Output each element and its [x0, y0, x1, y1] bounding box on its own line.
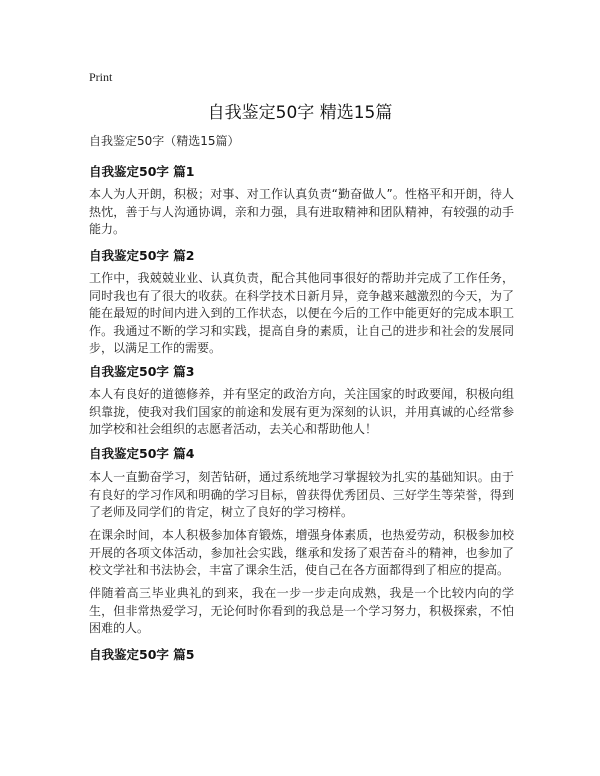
document-subtitle: 自我鉴定50字（精选15篇）: [89, 134, 240, 148]
page-title: 自我鉴定50字 精选15篇: [207, 103, 393, 123]
section-heading-2: 自我鉴定50字 篇2: [89, 248, 195, 263]
section-heading-1: 自我鉴定50字 篇1: [89, 164, 195, 179]
section-4-paragraph-1: 本人一直勤奋学习，刻苦钻研，通过系统地学习掌握较为扎实的基础知识。由于有良好的学习作风和明确的学习目标，曾获得优秀团员、三好学生等荣誉，得到了老师及同学们的肯定，树立了良好的学习榜样。: [89, 470, 514, 519]
section-heading-3: 自我鉴定50字 篇3: [89, 364, 195, 379]
section-heading-4: 自我鉴定50字 篇4: [89, 446, 195, 461]
print-label: Print: [89, 70, 113, 84]
section-4-paragraph-3: 伴随着高三毕业典礼的到来，我在一步一步走向成熟，我是一个比较内向的学生，但非常热爱学习，无论何时你看到的我总是一个学习努力，积极探索，不怕困难的人。: [89, 586, 514, 635]
section-4-paragraph-2: 在课余时间，本人积极参加体育锻炼，增强身体素质，也热爱劳动，积极参加校开展的各项文体活动，参加社会实践，继承和发扬了艰苦奋斗的精神，也参加了校文学社和书法协会，丰富了课余生活，使自己在各方面都得到了相应的提高。: [89, 528, 514, 577]
section-2-paragraph: 工作中，我兢兢业业、认真负责，配合其他同事很好的帮助并完成了工作任务，同时我也有了很大的收获。在科学技术日新月异，竞争越来越激烈的今天，为了能在最短的时间内进入到的工作状态，以便在今后的工作中能更好的完成本职工作。我通过不断的学习和实践，提高自身的素质，让自己的进步和社会的发展同步，以满足工作的需要。: [89, 271, 514, 355]
section-1-paragraph: 本人为人开朗，积极；对事、对工作认真负责“勤奋做人”。性格平和开朗，待人热忱，善于与人沟通协调，亲和力强，具有进取精神和团队精神，有较强的动手能力。: [89, 187, 514, 236]
section-heading-5: 自我鉴定50字 篇5: [89, 647, 195, 662]
section-3-paragraph: 本人有良好的道德修养，并有坚定的政治方向，关注国家的时政要闻，积极向组织靠拢，使我对我们国家的前途和发展有更为深刻的认识，并用真诚的心经常参加学校和社会组织的志愿者活动，去关心和帮助他人！: [89, 387, 514, 436]
